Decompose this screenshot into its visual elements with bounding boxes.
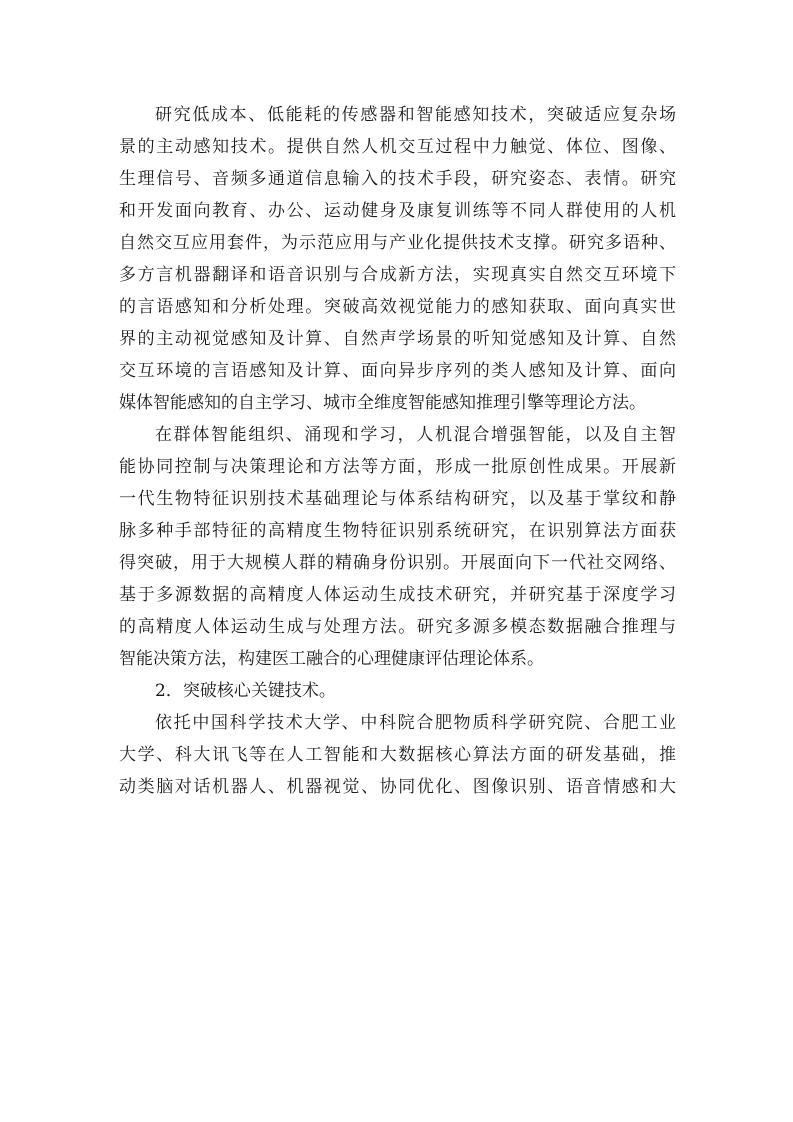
text-line: 的言语感知和分析处理。突破高效视觉能力的感知获取、面向真实世	[119, 297, 676, 317]
text-line: 大学、科大讯飞等在人工智能和大数据核心算法方面的研发基础，推	[119, 745, 676, 765]
section-heading-text: 2．突破核心关键技术。	[155, 681, 336, 701]
body-text	[119, 99, 676, 803]
text-line: 脉多种手部特征的高精度生物特征识别系统研究，在识别算法方面获	[119, 521, 676, 541]
text-line: 在群体智能组织、涌现和学习，人机混合增强智能，以及自主智	[155, 425, 676, 445]
text-line: 交互环境的言语感知及计算、面向异步序列的类人感知及计算、面向	[119, 361, 676, 381]
paragraph-swarm-intelligence	[119, 419, 676, 675]
text-line: 基于多源数据的高精度人体运动生成技术研究，并研究基于深度学习	[119, 585, 676, 605]
text-line: 界的主动视觉感知及计算、自然声学场景的听知觉感知及计算、自然	[119, 329, 676, 349]
paragraph-perception	[119, 99, 676, 419]
text-line: 动类脑对话机器人、机器视觉、协同优化、图像识别、语音情感和大	[119, 777, 676, 797]
text-line: 依托中国科学技术大学、中科院合肥物质科学研究院、合肥工业	[155, 713, 676, 733]
text-line: 能协同控制与决策理论和方法等方面，形成一批原创性成果。开展新	[119, 457, 676, 477]
text-line: 一代生物特征识别技术基础理论与体系结构研究，以及基于掌纹和静	[119, 489, 676, 509]
text-line: 自然交互应用套件，为示范应用与产业化提供技术支撑。研究多语种、	[119, 233, 676, 253]
paragraph-key-technologies	[119, 707, 676, 803]
text-line: 和开发面向教育、办公、运动健身及康复训练等不同人群使用的人机	[119, 201, 676, 221]
text-line: 媒体智能感知的自主学习、城市全维度智能感知推理引擎等理论方法。	[119, 393, 646, 413]
text-line: 多方言机器翻译和语音识别与合成新方法，实现真实自然交互环境下	[119, 265, 676, 285]
text-line: 的高精度人体运动生成与处理方法。研究多源多模态数据融合推理与	[119, 617, 676, 637]
section-heading	[119, 675, 676, 707]
text-line: 得突破，用于大规模人群的精确身份识别。开展面向下一代社交网络、	[119, 553, 676, 573]
text-line: 智能决策方法，构建医工融合的心理健康评估理论体系。	[119, 649, 544, 669]
text-line: 景的主动感知技术。提供自然人机交互过程中力触觉、体位、图像、	[119, 137, 676, 157]
text-line: 生理信号、音频多通道信息输入的技术手段，研究姿态、表情。研究	[119, 169, 676, 189]
text-line: 研究低成本、低能耗的传感器和智能感知技术，突破适应复杂场	[155, 105, 676, 125]
